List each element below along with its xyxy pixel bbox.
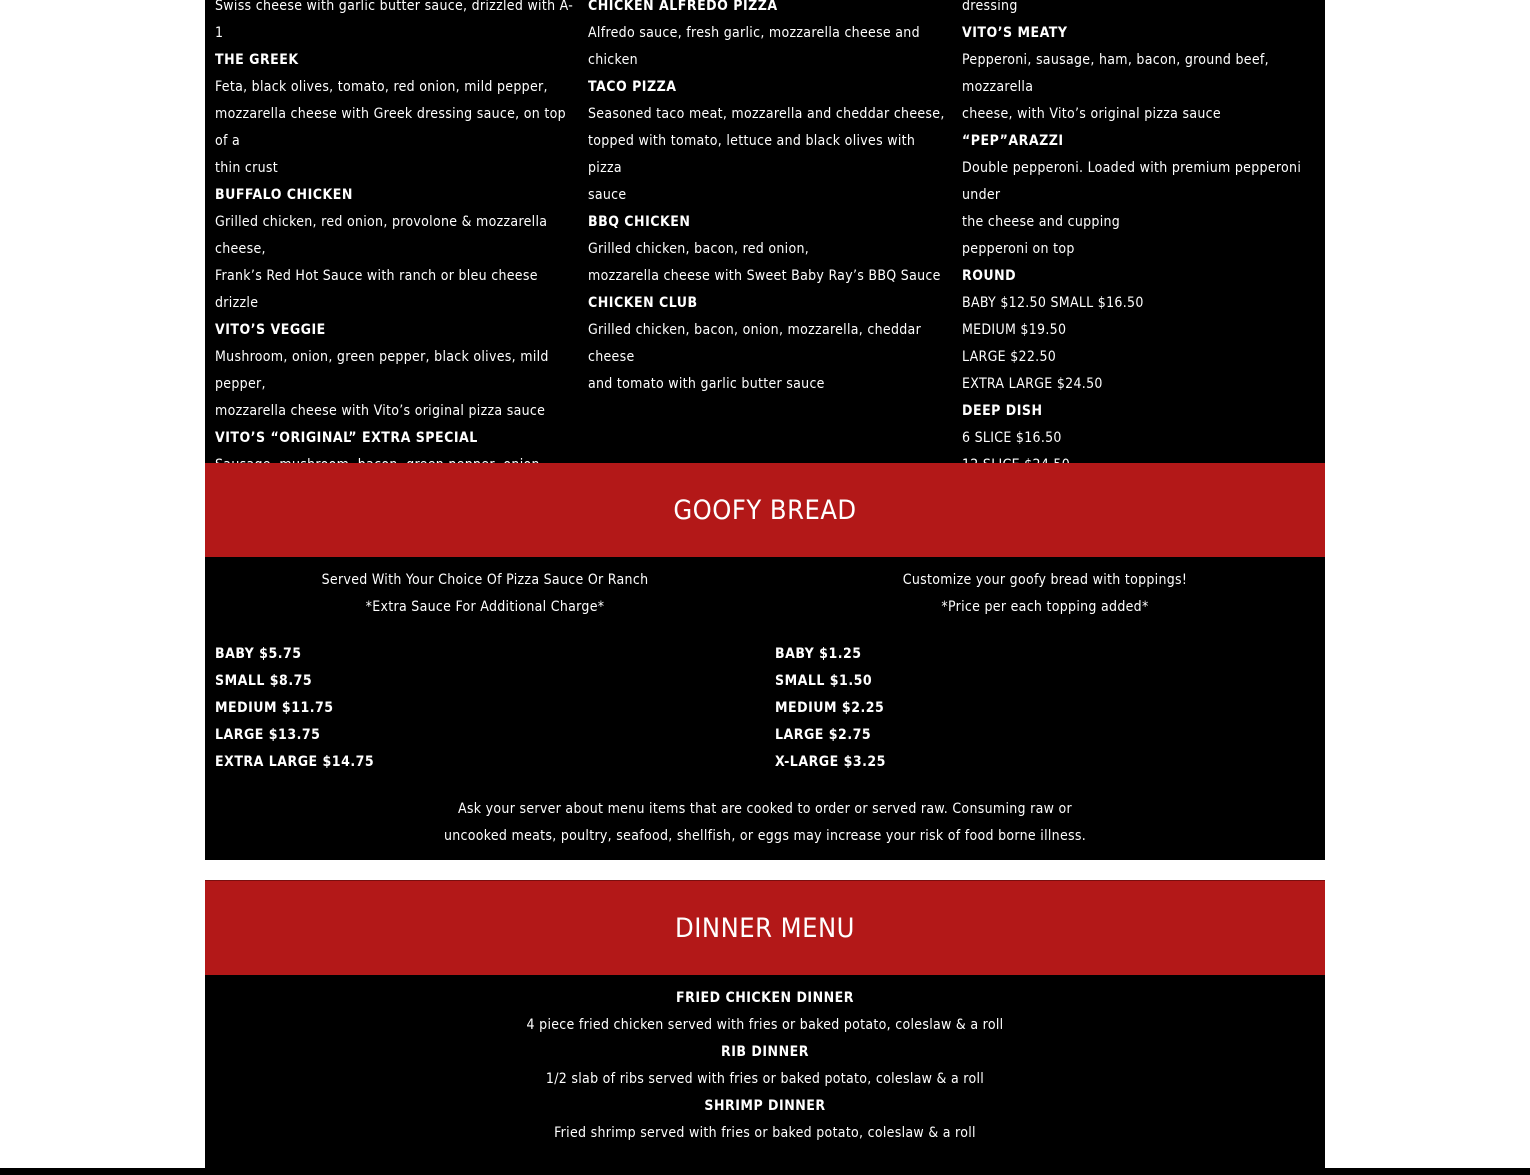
menu-item-desc: dressing bbox=[962, 0, 1018, 14]
menu-item-desc: sauce bbox=[588, 187, 627, 203]
price-item: MEDIUM $2.25 bbox=[775, 700, 885, 716]
menu-item-desc: Grilled chicken, bacon, red onion, bbox=[588, 241, 810, 257]
pizza-menu-panel bbox=[205, 0, 1325, 463]
food-safety-warning bbox=[205, 796, 1325, 850]
goofy-bread-heading: GOOFY BREAD bbox=[205, 463, 1325, 557]
extra-sauce-text: *Extra Sauce For Additional Charge* bbox=[365, 599, 605, 615]
menu-item-desc: topped with tomato, lettuce and black olives with pizza bbox=[588, 133, 916, 176]
menu-item-desc: cheese, with Vito’s original pizza sauce bbox=[962, 106, 1221, 122]
page-bottom-bar bbox=[0, 1168, 1530, 1175]
price-item: EXTRA LARGE $14.75 bbox=[215, 754, 375, 770]
menu-item-desc: mozzarella cheese with Greek dressing sauce, on top of a bbox=[215, 106, 566, 149]
dinner-item-desc: 1/2 slab of ribs served with fries or baked potato, coleslaw & a roll bbox=[545, 1071, 985, 1087]
menu-item-desc: Grilled chicken, red onion, provolone & mozzarella cheese, bbox=[215, 214, 548, 257]
menu-item-desc: thin crust bbox=[215, 160, 278, 176]
menu-item-desc: Grilled chicken, bacon, onion, mozzarella, cheddar cheese bbox=[588, 322, 922, 365]
menu-item-desc: and tomato with garlic butter sauce bbox=[588, 376, 825, 392]
sauce-choice-text: Served With Your Choice Of Pizza Sauce Or Ranch bbox=[321, 572, 649, 588]
goofy-bread-sauce-note bbox=[205, 567, 765, 621]
menu-item-title: “PEP”ARAZZI bbox=[962, 133, 1064, 149]
menu-item-desc: Frank’s Red Hot Sauce with ranch or bleu cheese drizzle bbox=[215, 268, 538, 311]
menu-item-desc: Feta, black olives, tomato, red onion, mild pepper, bbox=[215, 79, 548, 95]
price-item: LARGE $2.75 bbox=[775, 727, 872, 743]
dinner-item-title: RIB DINNER bbox=[721, 1044, 809, 1060]
customize-toppings-text: Customize your goofy bread with toppings! bbox=[902, 572, 1188, 588]
menu-item-desc: the cheese and cupping bbox=[962, 214, 1121, 230]
dinner-menu-panel bbox=[205, 975, 1325, 1168]
price-item: MEDIUM $11.75 bbox=[215, 700, 334, 716]
dinner-item-title: SHRIMP DINNER bbox=[704, 1098, 826, 1114]
menu-item-title: VITO’S MEATY bbox=[962, 25, 1068, 41]
menu-item-desc: LARGE $22.50 bbox=[962, 349, 1057, 365]
menu-item-title: VITO’S “ORIGINAL” EXTRA SPECIAL bbox=[215, 430, 478, 446]
menu-item-desc: Double pepperoni. Loaded with premium pepperoni under bbox=[962, 160, 1302, 203]
menu-item-desc: Mushroom, onion, green pepper, black olives, mild pepper, bbox=[215, 349, 549, 392]
dinner-item-desc: Fried shrimp served with fries or baked potato, coleslaw & a roll bbox=[554, 1125, 976, 1141]
menu-item-desc: mozzarella cheese with Sweet Baby Ray’s BBQ Sauce bbox=[588, 268, 941, 284]
pizza-column-2 bbox=[588, 0, 948, 398]
menu-item-desc: EXTRA LARGE $24.50 bbox=[962, 376, 1103, 392]
price-item: SMALL $1.50 bbox=[775, 673, 873, 689]
menu-item-desc: pepperoni on top bbox=[962, 241, 1075, 257]
menu-item-title: ROUND bbox=[962, 268, 1017, 284]
goofy-bread-topping-note bbox=[765, 567, 1325, 621]
menu-item-title: THE GREEK bbox=[215, 52, 299, 68]
dinner-item-desc: 4 piece fried chicken served with fries or baked potato, coleslaw & a roll bbox=[526, 1017, 1004, 1033]
menu-item-desc: mozzarella cheese with Vito’s original pizza sauce bbox=[215, 403, 546, 419]
menu-item-desc: 6 SLICE $16.50 bbox=[962, 430, 1062, 446]
dinner-list bbox=[205, 985, 1325, 1147]
warning-line: uncooked meats, poultry, seafood, shellfish, or eggs may increase your risk of food borne illness. bbox=[443, 828, 1087, 844]
dinner-menu-heading: DINNER MENU bbox=[205, 880, 1325, 975]
menu-item-desc: MEDIUM $19.50 bbox=[962, 322, 1067, 338]
menu-item-desc: Seasoned taco meat, mozzarella and cheddar cheese, bbox=[588, 106, 945, 122]
menu-item-title: BBQ CHICKEN bbox=[588, 214, 691, 230]
menu-item-title: DEEP DISH bbox=[962, 403, 1043, 419]
menu-item-title: TACO PIZZA bbox=[588, 79, 677, 95]
menu-item-title: BUFFALO CHICKEN bbox=[215, 187, 353, 203]
menu-item-desc: BABY $12.50 SMALL $16.50 bbox=[962, 295, 1144, 311]
menu-item-desc: Pepperoni, sausage, ham, bacon, ground beef, mozzarella bbox=[962, 52, 1269, 95]
pizza-column-3 bbox=[962, 0, 1322, 506]
topping-prices bbox=[775, 641, 886, 776]
warning-line: Ask your server about menu items that are cooked to order or served raw. Consuming raw or bbox=[457, 801, 1072, 817]
menu-item-desc: Swiss cheese with garlic butter sauce, drizzled with A-1 bbox=[215, 0, 574, 41]
menu-item-desc: Alfredo sauce, fresh garlic, mozzarella cheese and chicken bbox=[588, 25, 920, 68]
price-item: SMALL $8.75 bbox=[215, 673, 313, 689]
menu-item-title: VITO’S VEGGIE bbox=[215, 322, 326, 338]
menu-item-title: CHICKEN ALFREDO PIZZA bbox=[588, 0, 778, 14]
price-item: LARGE $13.75 bbox=[215, 727, 321, 743]
price-item: BABY $1.25 bbox=[775, 646, 862, 662]
topping-price-text: *Price per each topping added* bbox=[941, 599, 1149, 615]
menu-item-title: CHICKEN CLUB bbox=[588, 295, 698, 311]
goofy-bread-prices bbox=[215, 641, 374, 776]
dinner-item-title: FRIED CHICKEN DINNER bbox=[676, 990, 854, 1006]
price-item: X-LARGE $3.25 bbox=[775, 754, 886, 770]
price-item: BABY $5.75 bbox=[215, 646, 302, 662]
goofy-bread-panel bbox=[205, 557, 1325, 860]
